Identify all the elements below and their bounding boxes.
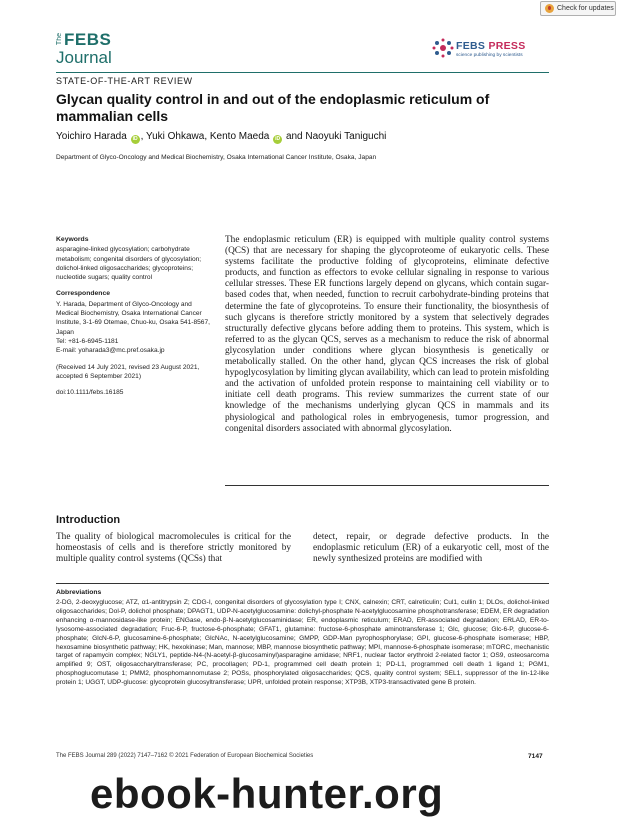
page-number: 7147 bbox=[528, 753, 543, 760]
header-divider bbox=[56, 72, 549, 73]
febs-press-dots-icon bbox=[432, 38, 454, 58]
correspondence-address: Y. Harada, Department of Glyco-Oncology and Medical Biochemistry, Osaka International Cancer Institute, 3-1-69 Otemae, Chuo-ku, Osaka 541-8567, Japan bbox=[56, 300, 210, 336]
watermark: ebook-hunter.org bbox=[90, 770, 444, 817]
author-2-3: , Yuki Ohkawa, Kento Maeda bbox=[140, 131, 270, 142]
journal-brand: FEBS bbox=[64, 30, 112, 49]
abstract-divider bbox=[225, 485, 549, 486]
author-list bbox=[56, 131, 386, 144]
doi-link[interactable]: doi:10.1111/febs.16185 bbox=[56, 389, 124, 397]
check-for-updates-label: Check for updates bbox=[557, 5, 614, 12]
introduction-column-2: detect, repair, or degrade defective products. In the endoplasmic reticulum (ER) of a eukaryotic cell, most of the newly synthesized proteins are modified with bbox=[313, 532, 549, 565]
abbreviations-text: 2-DG, 2-deoxyglucose; ATZ, α1-antitrypsin Z; CDG-I, congenital disorders of glycosylation type I; CNX, calnexin; CRT, calreticulin; Cul1, cullin 1; DLOs, dolichol-linked oligosaccharides; Dol-P, dolichol phosphate; DPAGT1, UDP-N-acetylglucosamine: dolichyl-phosphate N-acetylglucosamine phosphotransferase; EDEM, ER degradation enhancing α-mannosidase-like protein; ENGase, endo-β-N-acetylglucosaminidase; ER, endoplasmic reticulum; ERAD, ER-associated degradation; ERLAD, ER-to-lysosome-associated degradation; Fruc-6-P, fructose-6-phosphate; GFAT1, glutamine: fructose-6-phosphate aminotransferase 1; Glc, glucose; Glc-6-P, glucose-6-phosphate; GlcN-6-P, glucosamine-6-phosphate; GlcNAc, N-acetylglucosamine; GMPP, GDP-Man pyrophosphorylase; GPI, glucose-6-phosphate isomerase; HBP, hexosamine biosynthetic pathway; HK, hexokinase; Man, mannose; MBP, mannose biosynthetic pathway; MPI, mannose-6-phosphate isomerase; mTORC, mechanistic target of rapamycin complex; NGLY1, peptide-N4-(N-acetyl-β-glucosaminyl)asparagine amidase; NRF1, nuclear factor erythroid 2-related factor 1; OS9, osteosarcoma amplified 9; OST, oligosaccharyltransferase; PC, procollagen; PD-1, programmed cell death protein 1; PD-L1, programmed cell death 1 ligand 1; PGM1, phosphoglucomutase 1; PMM2, phosphomannomutase 2; POSs, phosphorylated oligosaccharides; QCS, quality control system; SEL1, suppressor of the lin-12-like protein 1; UGGT, UDP-glucose: glycoprotein glucosyltransferase; UPR, unfolded protein response; XTP3B, XTP3-transactivated gene B protein. bbox=[56, 599, 549, 687]
correspondence-tel: Tel: +81-6-6945-1181 bbox=[56, 337, 119, 345]
article-sidebar bbox=[56, 235, 216, 404]
keywords-text: asparagine-linked glycosylation; carbohydrate metabolism; congenital disorders of glycosylation; dolichol-linked oligosaccharides; glycoproteins; nucleotide sugars; quality control bbox=[56, 246, 202, 282]
keywords-block bbox=[56, 235, 216, 282]
abbreviations-divider bbox=[56, 583, 549, 584]
correspondence-heading: Correspondence bbox=[56, 290, 111, 298]
abbreviations-heading: Abbreviations bbox=[56, 589, 102, 596]
orcid-icon[interactable]: iD bbox=[275, 136, 281, 142]
author-1: Yoichiro Harada bbox=[56, 131, 127, 142]
journal-prefix: The bbox=[56, 33, 63, 46]
introduction-column-1: The quality of biological macromolecules is critical for the homeostasis of cells and is therefore strictly monitored by multiple quality control systems (QCSs) that bbox=[56, 532, 291, 565]
correspondence-email[interactable]: E-mail: yoharada3@mc.pref.osaka.jp bbox=[56, 347, 165, 355]
received-dates: (Received 14 July 2021, revised 23 August 2021, accepted 6 September 2021) bbox=[56, 363, 200, 380]
introduction-heading: Introduction bbox=[56, 514, 121, 526]
press-tagline: science publishing by scientists bbox=[456, 53, 523, 58]
abstract-text: The endoplasmic reticulum (ER) is equipped with multiple quality control systems (QCS) that are necessary for shaping the glycoproteome of eukaryotic cells. These systems facilitate the productive folding of glycoproteins, eliminate defective products, and function as effectors to evoke cellular signaling in response to various cellular stresses. These ER functions largely depend on glycans, which contain sugar-based codes that, when needed, function to recruit carbohydrate-binding proteins that determine the fate of glycoproteins. To ensure their functionality, the biosynthesis of such glycans is therefore strictly monitored by a system that selectively degrades structurally defective glycans before adding them to proteins. This system, which is referred to as the glycan QCS, serves as a mechanism to reduce the risk of abnormal glycosylation under conditions where glycan biosynthesis is genetically or metabolically stalled. On the other hand, glycan QCS increases the risk of global hypoglycosylation by limiting glycan availability, which can lead to protein misfolding and the activation of unfolded protein response to maintaining cell viability or to initiate cell death programs. This review summarizes the current state of our knowledge of the mechanisms underlying glycan QCS in mammals and its physiological and pathological roles in embryogenesis, tumor progression, and congenital disorders associated with abnormal glycosylation. bbox=[225, 235, 549, 434]
article-title: Glycan quality control in and out of the endoplasmic reticulum of mammalian cells bbox=[56, 91, 490, 124]
section-label: STATE-OF-THE-ART REVIEW bbox=[56, 76, 193, 86]
correspondence-block bbox=[56, 289, 216, 355]
journal-name: Journal bbox=[56, 48, 112, 67]
crossmark-icon bbox=[545, 4, 554, 13]
press-name: FEBS PRESS bbox=[456, 40, 526, 52]
check-for-updates-button[interactable] bbox=[540, 1, 616, 16]
footer-citation: The FEBS Journal 289 (2022) 7147–7162 © 2021 Federation of European Biochemical Societies bbox=[56, 753, 314, 759]
keywords-heading: Keywords bbox=[56, 236, 89, 243]
affiliation: Department of Glyco-Oncology and Medical Biochemistry, Osaka International Cancer Institute, Osaka, Japan bbox=[56, 154, 377, 161]
author-4: and Naoyuki Taniguchi bbox=[285, 131, 387, 142]
orcid-icon[interactable]: iD bbox=[132, 136, 138, 142]
